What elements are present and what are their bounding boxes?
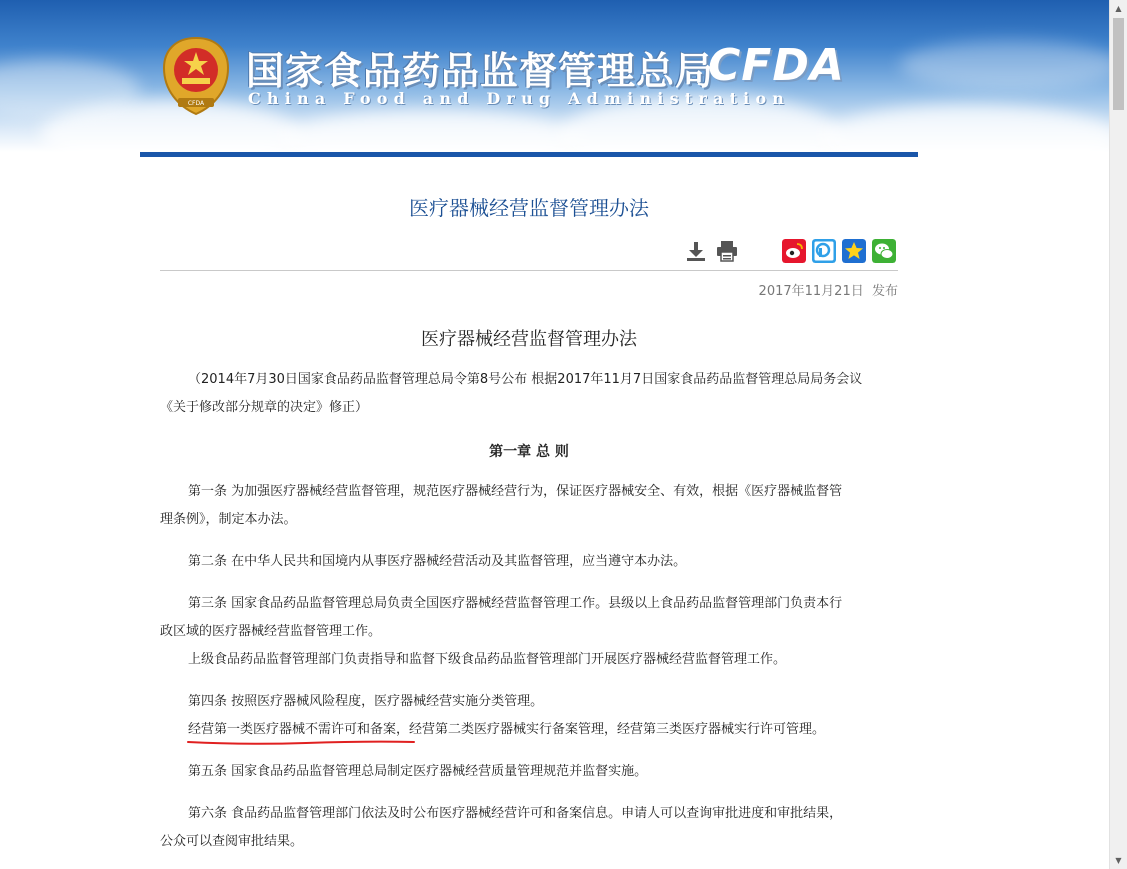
article-heading: 医疗器械经营监督管理办法: [409, 196, 649, 220]
national-emblem-icon: [160, 36, 232, 116]
favorite-star-icon[interactable]: [842, 239, 866, 263]
article-2-line: 第二条 在中华人民共和国境内从事医疗器械经营活动及其监督管理，应当遵守本办法。: [188, 554, 687, 569]
vertical-scrollbar[interactable]: [1109, 0, 1127, 869]
preamble-line: （2014年7月30日国家食品药品监督管理总局令第8号公布 根据2017年11月7日国家食品药品监督管理总局局务会议: [188, 372, 863, 387]
wechat-icon[interactable]: [872, 239, 896, 263]
print-icon[interactable]: [715, 239, 739, 263]
download-icon[interactable]: [684, 239, 708, 263]
site-title-english: China Food and Drug Administration: [248, 89, 791, 108]
article-6-line: 公众可以查阅审批结果。: [160, 834, 304, 849]
site-header-banner: [0, 0, 1110, 152]
site-title-chinese: 国家食品药品监督管理总局: [246, 49, 715, 93]
cfda-logo: CFDA: [708, 40, 845, 91]
publish-date-suffix: 发布: [871, 284, 898, 299]
qzone-icon[interactable]: [812, 239, 836, 263]
article-4-line: 经营第一类医疗器械不需许可和备案，经营第二类医疗器械实行备案管理，经营第三类医疗器械实行许可管理。: [188, 722, 826, 737]
article-3-line: 上级食品药品监督管理部门负责指导和监督下级食品药品监督管理部门开展医疗器械经营监督管理工作。: [188, 652, 787, 667]
svg-text:CFDA: CFDA: [187, 100, 205, 107]
red-underline-annotation: [186, 738, 416, 746]
article-3-line: 第三条 国家食品药品监督管理总局负责全国医疗器械经营监督管理工作。县级以上食品药品监督管理部门负责本行: [188, 596, 843, 611]
header-divider: [140, 152, 918, 157]
article-1-line: 理条例》，制定本办法。: [160, 512, 297, 527]
article-5-line: 第五条 国家食品药品监督管理总局制定医疗器械经营质量管理规范并监督实施。: [188, 764, 648, 779]
scroll-down-arrow-icon[interactable]: ▼: [1115, 856, 1122, 865]
article-4-line: 第四条 按照医疗器械风险程度，医疗器械经营实施分类管理。: [188, 694, 544, 709]
article-3-line: 政区域的医疗器械经营监督管理工作。: [160, 624, 382, 639]
article-1-line: 第一条 为加强医疗器械经营监督管理，规范医疗器械经营行为，保证医疗器械安全、有效，根据《医疗器械监督管: [188, 484, 843, 499]
chapter-title: 第一章 总 则: [489, 444, 569, 460]
publish-date-value: 2017年11月21日: [758, 284, 864, 299]
article-divider: [160, 270, 898, 271]
document-title: 医疗器械经营监督管理办法: [421, 329, 637, 350]
publish-date: [759, 280, 898, 299]
weibo-icon[interactable]: [782, 239, 806, 263]
preamble-line: 《关于修改部分规章的决定》修正）: [160, 400, 369, 415]
scroll-up-arrow-icon[interactable]: ▲: [1115, 4, 1122, 13]
scroll-thumb[interactable]: [1113, 18, 1124, 110]
article-6-line: 第六条 食品药品监督管理部门依法及时公布医疗器械经营许可和备案信息。申请人可以查询审批进度和审批结果，: [188, 806, 843, 821]
